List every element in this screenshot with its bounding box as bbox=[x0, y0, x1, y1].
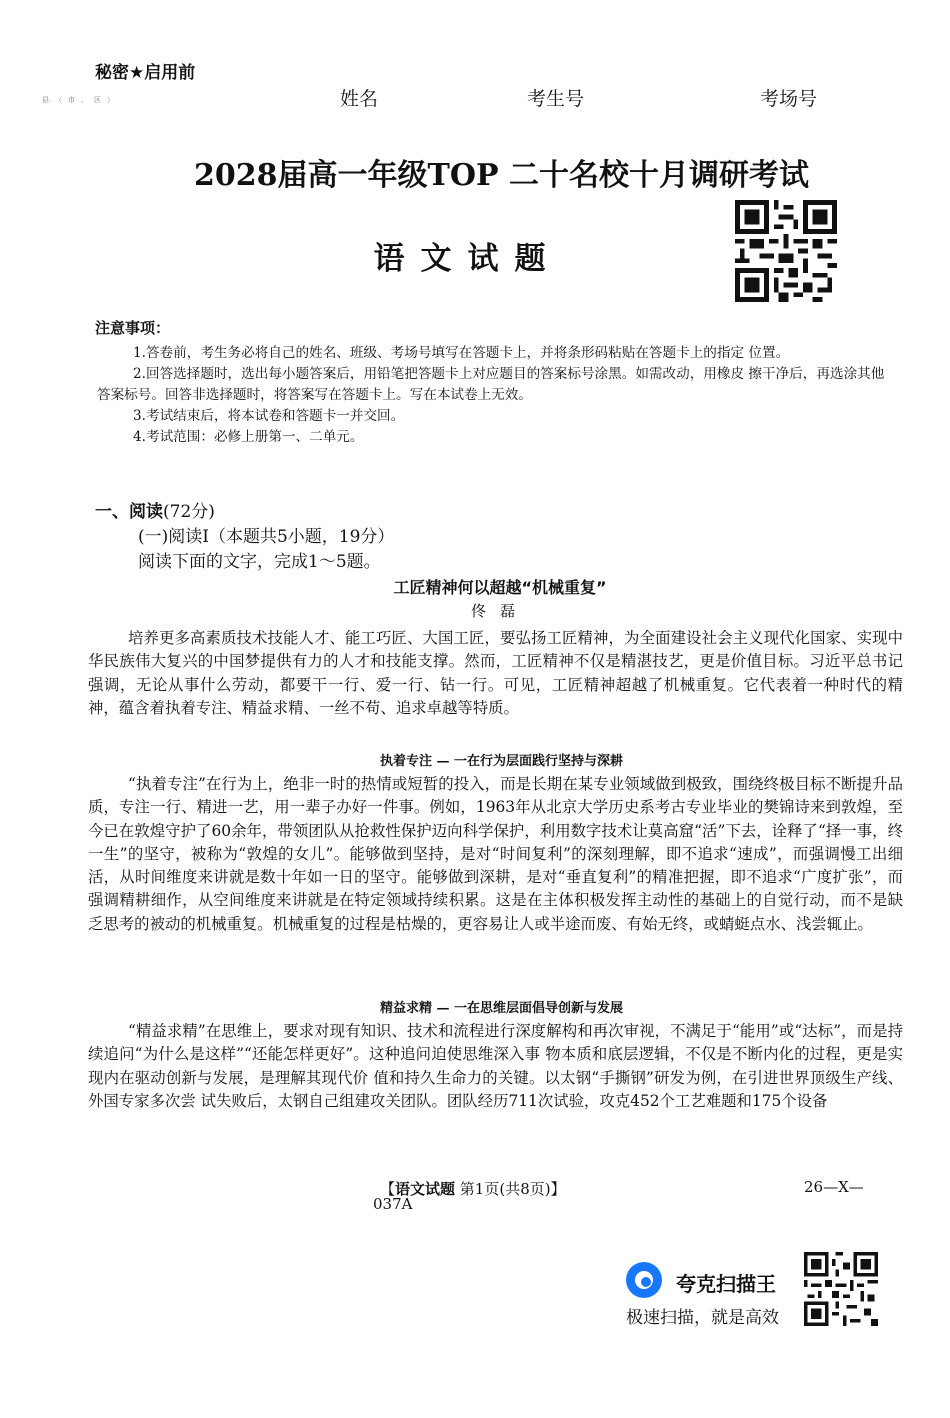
article-title: 工匠精神何以超越“机械重复” bbox=[393, 578, 607, 597]
section-score: (72分) bbox=[163, 502, 215, 522]
paragraph-text: 培养更多高素质技术技能人才、能工巧匠、大国工匠，要弘扬工匠精神，为全面建设社会主义现代化国家、实现中华民族伟大复兴的中国梦提供有力的人才和技能支撑。然而，工匠精神不仅是精湛技艺，更是价值目标。习近平总书记强调，无论从事什么劳动，都要干一行、爱一行、钻一行。可见，工匠精神超越了机械重复。它代表着一种时代的精神，蕴含着执着专注、精益求精、一丝不苟、追求卓越等特质。 bbox=[88, 629, 903, 717]
article-paragraph-2 bbox=[88, 773, 903, 936]
qr-code-icon bbox=[804, 1252, 878, 1326]
reading-instruction: 阅读下面的文字，完成1～5题。 bbox=[138, 552, 381, 572]
subheading-focus: 执着专注 — 一在行为层面践行坚持与深耕 bbox=[379, 754, 624, 769]
paragraph-text: “执着专注”在行为上，绝非一时的热情或短暂的投入，而是长期在某专业领域做到极致，围绕终极目标不断提升品质，专注一行、精进一艺，用一辈子办好一件事。例如，1963年从北京大学历史系考古专业毕业的樊锦诗来到敦煌，至今已在敦煌守护了60余年，带领团队从抢救性保护迈向科学保护，利用数字技术让莫高窟“活”下去，诠释了“择一事，终一生”的坚守，被称为“敦煌的女儿”。能够做到坚持，是对“时间复利”的深刻理解，即不追求“速成”，而强调慢工出细活，从时间维度来讲就是数十年如一日的坚守。能够做到深耕，是对“垂直复利”的精准把握，即不追求“广度扩张”，而强调精耕细作，从空间维度来讲就是在特定领域持续积累。这是在主体积极发挥主动性的基础上的自觉行动，而不是缺乏思考的被动的机械重复。机械重复的过程是枯燥的，更容易让人或半途而废、有始无终，或蜻蜓点水、浅尝辄止。 bbox=[88, 775, 903, 933]
footer-code-right: 26—X— bbox=[804, 1178, 864, 1196]
footer-page: 第1页(共8页)】 bbox=[455, 1180, 566, 1198]
section-heading bbox=[95, 497, 215, 522]
notice-item-2: 2.回答选择题时，选出每小题答案后，用铅笔把答题卡上对应题目的答案标号涂黑。如需改动，用橡皮 擦干净后，再选涂其他答案标号。回答非选择题时，将答案写在答题卡上。写在本试卷上无效。 bbox=[97, 366, 885, 403]
subheading-excellence: 精益求精 — 一在思维层面倡导创新与发展 bbox=[379, 1001, 624, 1016]
reading-subheading: (一)阅读Ⅰ（本题共5小题，19分） bbox=[138, 527, 395, 547]
notice-heading: 注意事项： bbox=[95, 319, 171, 337]
scanner-slogan: 极速扫描，就是高效 bbox=[626, 1308, 779, 1328]
section-title: 一、阅读 bbox=[95, 502, 163, 522]
name-label: 姓名 bbox=[340, 88, 379, 110]
footer-code-bottom: 037A bbox=[373, 1195, 413, 1213]
secret-label: 秘密★启用前 bbox=[95, 63, 196, 83]
footer-bracket: 【 bbox=[380, 1180, 396, 1198]
exam-title: 2028届高一年级TOP 二十名校十月调研考试 bbox=[194, 158, 809, 193]
qr-code-icon bbox=[733, 200, 839, 302]
scanner-app-name: 夸克扫描王 bbox=[676, 1272, 776, 1296]
notice-list bbox=[97, 343, 897, 448]
exam-room-label: 考场号 bbox=[760, 88, 818, 110]
article-paragraph-3 bbox=[88, 1020, 903, 1113]
seal-marks: 县（市、区） bbox=[42, 96, 120, 104]
article-author: 佟磊 bbox=[470, 602, 529, 620]
article-paragraph-1 bbox=[88, 627, 903, 720]
paragraph-text: “精益求精”在思维上，要求对现有知识、技术和流程进行深度解构和再次审视，不满足于“能用”或“达标”，而是持续追问“为什么是这样”“还能怎样更好”。这种追问迫使思维深入事 物本质和底层逻辑，不仅是不断内化的过程，更是实现内在驱动创新与发展，是理解其现代价 值和持久生命力的关键。以太钢“手撕钢”研发为例，在引进世界顶级生产线、外国专家多次尝 试失败后，太钢自己组建攻关团队。团队经历711次试验，攻克452个工艺难题和175个设备 bbox=[88, 1022, 903, 1110]
notice-item-1: 1.答卷前，考生务必将自己的姓名、班级、考场号填写在答题卡上，并将条形码粘贴在答题卡上的指定 位置。 bbox=[133, 345, 790, 361]
subject-title: 语文试题 bbox=[373, 241, 562, 277]
exam-number-label: 考生号 bbox=[527, 88, 585, 110]
footer-subject: 语文试题 bbox=[395, 1180, 456, 1198]
notice-item-4: 4.考试范围：必修上册第一、二单元。 bbox=[133, 429, 364, 445]
notice-item-3: 3.考试结束后，将本试卷和答题卡一并交回。 bbox=[133, 408, 405, 424]
scanner-logo-icon bbox=[626, 1262, 662, 1298]
